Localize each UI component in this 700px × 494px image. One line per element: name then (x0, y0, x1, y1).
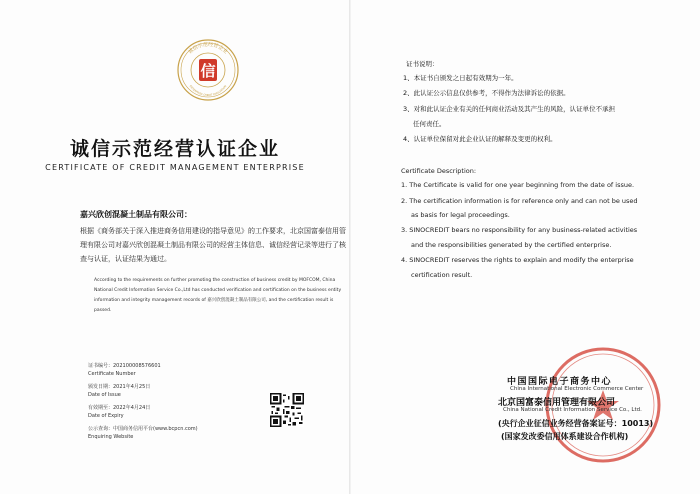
note-en-1: 1. The Certificate is valid for one year beginning from the date of issue. (401, 181, 635, 189)
note-cn-2: 2、此认证公示信息仅供参考，不得作为法律诉讼的依据。 (403, 89, 570, 97)
description-title: Certificate Description: (401, 167, 477, 175)
issuer-org2-cn: 北京国富泰信用管理有限公司 (498, 398, 616, 408)
body-text-cn: 根据《商务部关于深入推进商务信用建设的指导意见》的工作要求，北京国富泰信用管理有限公司对嘉兴欣创混凝土制品有限公司的经营主体信息、诚信经营记录等进行了核查与认证，认证结果为通过。 (80, 227, 346, 263)
center-fold (349, 0, 351, 494)
cert-number-en: Certificate Number (88, 371, 136, 377)
issuer-org1-cn: 中国国际电子商务中心 (507, 377, 613, 387)
certificate-title-cn: 诚信示范经营认证企业 (69, 138, 280, 160)
issue-date-cn: 颁发日期：2021年4月25日 (88, 384, 151, 390)
issuer-org2-en: China National Credit Information Service Co., Ltd. (503, 407, 642, 413)
qr-code[interactable] (270, 393, 304, 427)
cert-number-cn: 证书编号：20210000857​6601 (88, 363, 161, 369)
expiry-date-en: Date of Expiry (88, 413, 124, 419)
issuer-org3-cn: (国家发改委信用体系建设合作机构) (501, 432, 629, 441)
credit-emblem-logo (176, 38, 240, 102)
note-en-4: 4. SINOCREDIT reserves the rights to explain and modify the enterprise (401, 256, 634, 264)
emblem-sub-text: ENTERPRISE CREDIT EVALUATION (188, 84, 228, 98)
note-cn-4: 4、认证单位保留对此企业认证的解释及变更的权利。 (403, 135, 557, 143)
note-en-4-cont: certification result. (411, 271, 473, 279)
note-en-2-cont: as basis for legal proceedings. (411, 211, 510, 219)
note-cn-3-cont: 任何责任。 (413, 120, 446, 128)
certificate-title-en: CERTIFICATE OF CREDIT MANAGEMENT ENTERPRISE (45, 163, 305, 172)
svg-text:ENTERPRISE CREDIT EVALUATION (189, 84, 228, 97)
notes-title: 证书说明： (406, 60, 439, 68)
note-cn-1: 1、本证书自颁发之日起有效期为一年。 (403, 74, 518, 82)
emblem-glyph: 信 (200, 62, 216, 80)
enquiry-website-cn: 公示查询：中国商务信用平台(www.bcpcn.com) (88, 426, 198, 432)
body-text-en: According to the requirements on further promoting the construction of business credit by MOFCOM, China National Credit Information Service Co.,Ltd has conducted verification and certification on the business entity information and integrity management records of 嘉兴欣创混凝土制品有限公司, and the certification result is passed. (94, 278, 342, 313)
issuer-org1-en: China International Electronic Commerce Center (510, 386, 644, 392)
company-name: 嘉兴欣创混凝土制品有限公司： (80, 210, 192, 219)
issuer-record-number: (央行企业征信业务经营备案证号：10013) (498, 419, 654, 428)
issue-date-en: Date of Issue (88, 392, 121, 398)
note-en-2: 2. The certification information is for reference only and can not be used (401, 197, 638, 205)
enquiry-website-en: Enquiring Website (88, 434, 134, 440)
emblem-arc-text: 诚信示范经营企业 (187, 41, 229, 56)
note-en-3: 3. SINOCREDIT bears no responsibility for any business-related activities (401, 226, 638, 234)
note-en-3-cont: and the responsibilities generated by the certified enterprise. (411, 241, 612, 249)
expiry-date-cn: 有效期至：2022年4月24日 (88, 405, 151, 411)
note-cn-3: 3、对和此认证企业有关的任何商业活动及其产生的风险，认证单位不承担 (403, 105, 616, 113)
